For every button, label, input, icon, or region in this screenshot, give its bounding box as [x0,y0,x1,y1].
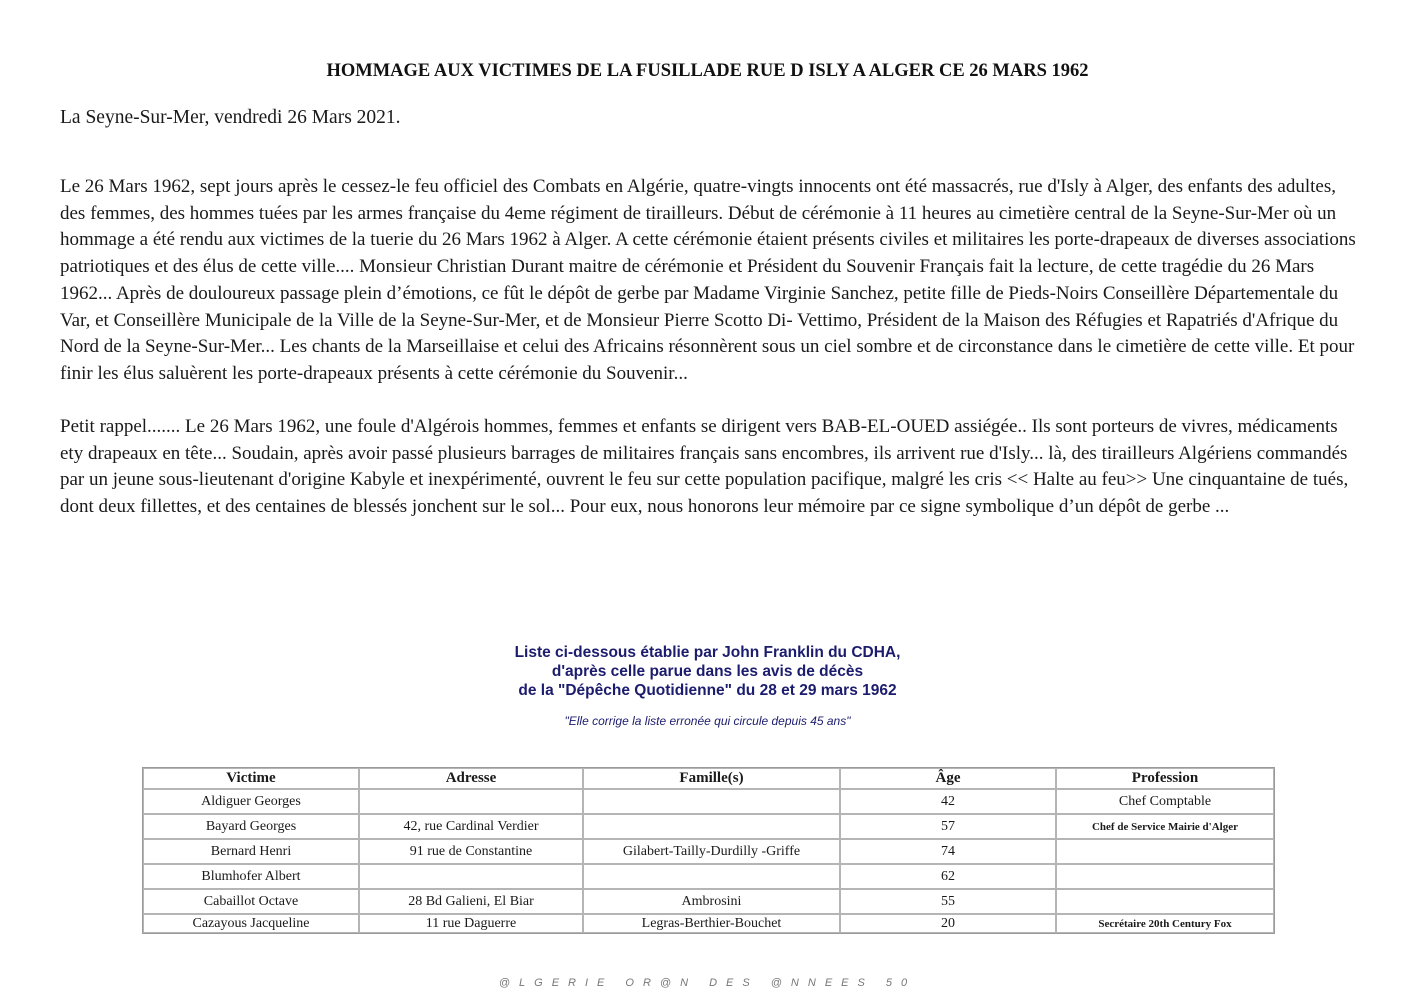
header-familles: Famille(s) [583,768,840,789]
cell-profession: Secrétaire 20th Century Fox [1056,914,1274,933]
list-heading [0,643,1415,700]
header-adresse: Adresse [359,768,583,789]
list-heading-line: de la "Dépêche Quotidienne" du 28 et 29 mars 1962 [518,682,897,699]
cell-address [359,864,583,889]
cell-address: 28 Bd Galieni, El Biar [359,889,583,914]
cell-family [583,789,840,814]
table-row [143,789,1274,814]
dateline: La Seyne-Sur-Mer, vendredi 26 Mars 2021. [60,107,401,128]
cell-victim: Cazayous Jacqueline [143,914,359,933]
document-title: HOMMAGE AUX VICTIMES DE LA FUSILLADE RUE D ISLY A ALGER CE 26 MARS 1962 [326,61,1089,81]
cell-family: Legras-Berthier-Bouchet [583,914,840,933]
header-age: Âge [840,768,1056,789]
table-row [143,839,1274,864]
cell-address: 91 rue de Constantine [359,839,583,864]
cell-age: 20 [840,914,1056,933]
table-row [143,889,1274,914]
cell-address [359,789,583,814]
cell-family [583,864,840,889]
cell-family: Ambrosini [583,889,840,914]
table-row [143,914,1274,933]
cell-age: 57 [840,814,1056,839]
cell-profession: Chef de Service Mairie d'Alger [1056,814,1274,839]
list-heading-line: d'après celle parue dans les avis de décès [551,663,864,680]
table-header-row [143,768,1274,789]
paragraph-ceremony: Le 26 Mars 1962, sept jours après le cessez-le feu officiel des Combats en Algérie, quatre-vingts innocents ont été massacrés, rue d'Isly à Alger, des enfants des adultes, des femmes, des hommes tuées par les armes française du 4eme régiment de tirailleurs. Début de cérémonie à 11 heures au cimetière central de la Seyne-Sur-Mer où un hommage a été rendu aux victimes de la tuerie du 26 Mars 1962 à Alger. A cette cérémonie étaient présents civiles et militaires les porte-drapeaux de diverses associations patriotiques et des élus de cette ville.... Monsieur Christian Durant maitre de cérémonie et Président du Souvenir Français fait la lecture, de cette tragédie du 26 Mars 1962... Après de douloureux passage plein d’émotions, ce fût le dépôt de gerbe par Madame Virginie Sanchez, petite fille de Pieds-Noirs Conseillère Départementale du Var, et Conseillère Municipale de la Ville de la Seyne-Sur-Mer, et de Monsieur Pierre Scotto Di- Vettimo, Président de la Maison des Réfugies et Rapatriés d'Afrique du Nord de la Seyne-Sur-Mer... Les chants de la Marseillaise et celui des Africains résonnèrent sous un ciel sombre et de circonstance dans le cimetière de cette ville. Et pour finir les élus saluèrent les porte-drapeaux présents à cette cérémonie du Souvenir... [60,176,1356,384]
cell-victim: Bayard Georges [143,814,359,839]
cell-age: 74 [840,839,1056,864]
header-victime: Victime [143,768,359,789]
cell-profession [1056,889,1274,914]
victims-table [142,767,1275,934]
cell-victim: Bernard Henri [143,839,359,864]
cell-age: 42 [840,789,1056,814]
cell-address: 42, rue Cardinal Verdier [359,814,583,839]
cell-family [583,814,840,839]
header-profession: Profession [1056,768,1274,789]
list-heading-line: Liste ci-dessous établie par John Franklin du CDHA, [514,644,901,661]
cell-profession [1056,864,1274,889]
cell-profession: Chef Comptable [1056,789,1274,814]
cell-age: 55 [840,889,1056,914]
cell-victim: Aldiguer Georges [143,789,359,814]
table-row [143,864,1274,889]
table-row [143,814,1274,839]
list-note: "Elle corrige la liste erronée qui circule depuis 45 ans" [564,714,851,728]
footer-watermark: @LGERIE OR@N DES @NNEES 50 [498,977,917,989]
cell-profession [1056,839,1274,864]
cell-victim: Blumhofer Albert [143,864,359,889]
cell-victim: Cabaillot Octave [143,889,359,914]
cell-age: 62 [840,864,1056,889]
paragraph-reminder: Petit rappel....... Le 26 Mars 1962, une foule d'Algérois hommes, femmes et enfants se dirigent vers BAB-EL-OUED assiégée.. Ils sont porteurs de vivres, médicaments ety drapeaux en tête... Soudain, après avoir passé plusieurs barrages de militaires français sans encombres, ils arrivent rue d'Isly... là, des tirailleurs Algériens commandés par un jeune sous-lieutenant d'origine Kabyle et inexpérimenté, ouvrent le feu sur cette population pacifique, malgré les cris << Halte au feu>> Une cinquantaine de tués, dont deux fillettes, et des centaines de blessés jonchent sur le sol... Pour eux, nous honorons leur mémoire par ce signe symbolique d’un dépôt de gerbe ... [60,416,1349,518]
cell-address: 11 rue Daguerre [359,914,583,933]
cell-family: Gilabert-Tailly-Durdilly -Griffe [583,839,840,864]
